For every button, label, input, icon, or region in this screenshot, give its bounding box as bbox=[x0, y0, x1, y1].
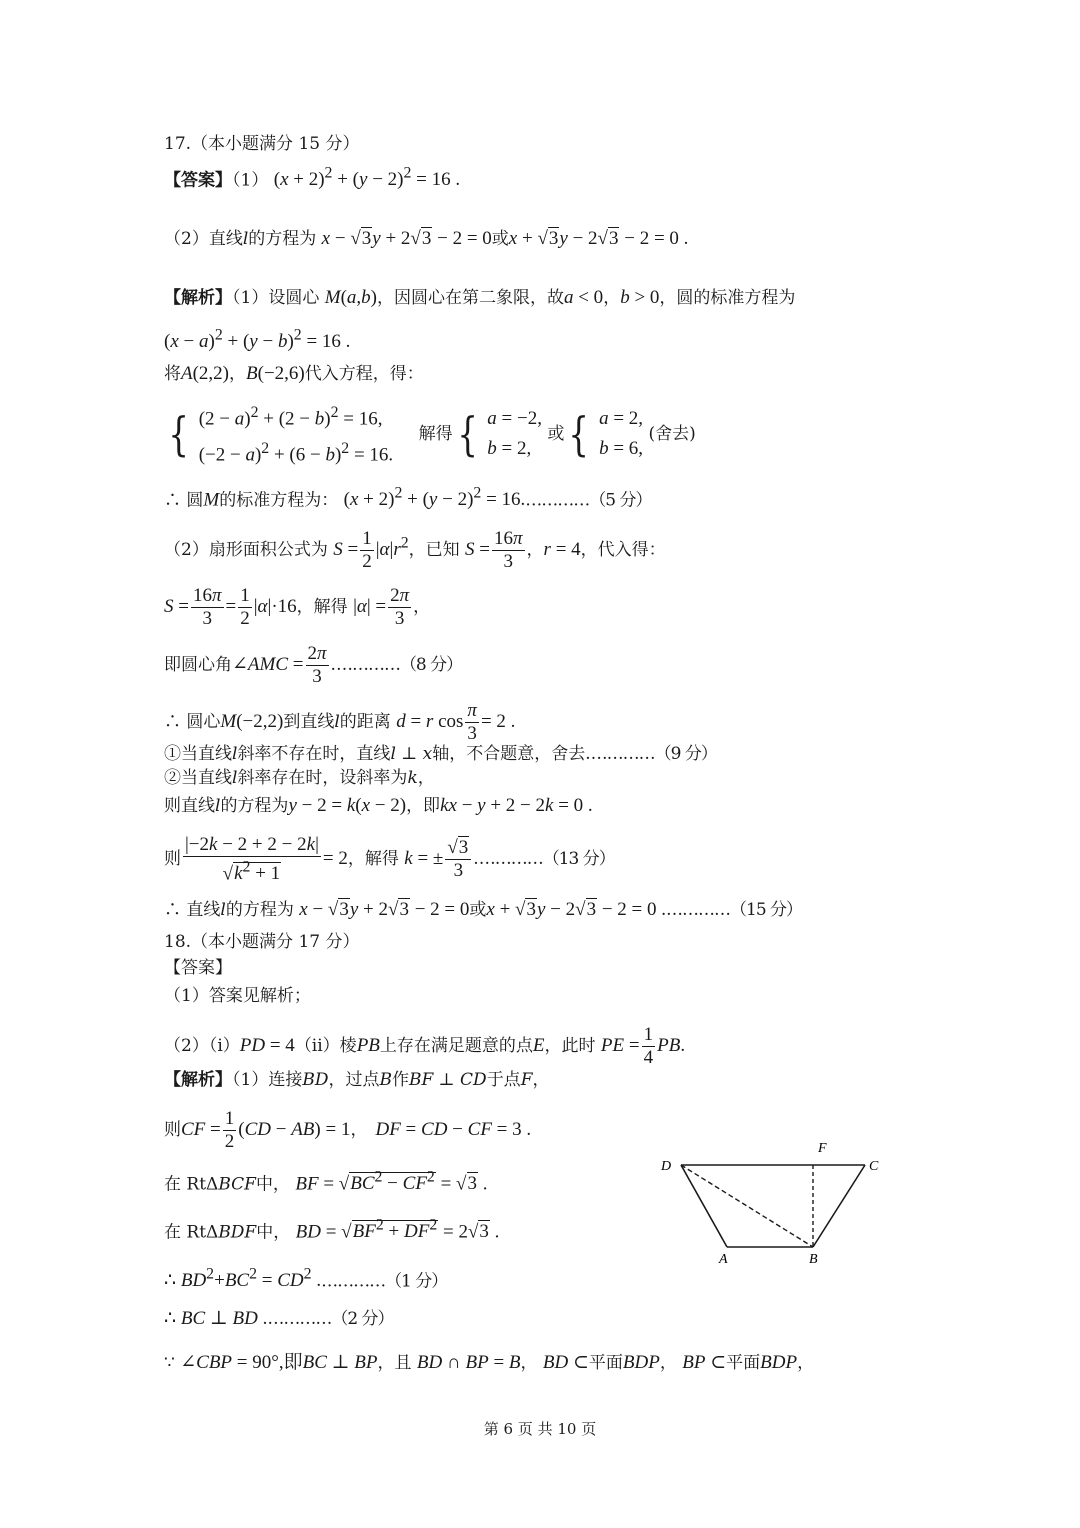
q17-sector-formula: （2）扇形面积公式为 S = $\frac{1}{2}$ $|\alpha|r^2$，已知 S = $\frac{16\pi}{3}$ ，r = 4，代入得： bbox=[164, 528, 666, 572]
q17-central-angle: 即圆心角∠AMC = $\frac{2\pi}{3}$ .…………（8 分） bbox=[164, 643, 463, 687]
q18-answer-tag: 【答案】 bbox=[164, 958, 232, 978]
q18-header: 18.（本小题满分 17 分） bbox=[164, 932, 360, 952]
q18-answer-2: （2）（i）PD = 4（ii）棱PB上存在满足题意的点E，此时 PE = $\frac{1}{4}$ PB. bbox=[164, 1024, 686, 1068]
q18-cf-df: 则CF = $\frac{1}{2}$ (CD − AB) = 1， DF = CD − CF = 3 . bbox=[164, 1108, 532, 1152]
solution-tag: 【解析】 bbox=[164, 288, 232, 308]
q17-case2: ②当直线l斜率存在时，设斜率为k， bbox=[164, 768, 435, 788]
q17-system: { $(2 - a)^2 + (2 - b)^2 = 16$, $(-2 - a)^2 + (6 - b)^2 = 16$. 解得{ a = −2, b = 2, 或{ a = 2, b = 6, (舍去) bbox=[168, 404, 696, 466]
label-a: A bbox=[719, 1252, 728, 1267]
q18-pythag: ∴ $BD^2+BC^2 = CD^2$ .…………（1 分） bbox=[164, 1266, 448, 1292]
q18-bd: 在 RtΔBDF中， BD = $√BF^2 + DF^2 = 2√3$ . bbox=[164, 1217, 500, 1243]
q18-because: ∵ ∠CBP = 90°,即BC ⊥ BP，且 BD ∩ BP = B， BD ⊂平面BDP， BP ⊂平面BDP， bbox=[164, 1352, 815, 1373]
q18-solution-1: 【解析】（1）连接BD，过点B作BF ⊥ CD于点F， bbox=[164, 1070, 550, 1090]
answer-tag: 【答案】 bbox=[164, 170, 232, 191]
q17-case1: ①当直线l斜率不存在时，直线l ⊥ x轴，不合题意，舍去.…………（9 分） bbox=[164, 744, 717, 764]
q17-circle-result: ∴ 圆M的标准方程为： $(x + 2)^2 + (y - 2)^2$ = 16.…………（5 分） bbox=[164, 485, 652, 511]
q17-header: 17.（本小题满分 15 分） bbox=[164, 134, 360, 154]
q17-solution-1: 【解析】（1）设圆心 M(a,b)，因圆心在第二象限，故a < 0，b > 0，圆的标准方程为 bbox=[164, 287, 796, 308]
q17-final: ∴ 直线l的方程为 x − √3y + 2√3 − 2 = 0或x + √3y − 2√3 − 2 = 0 .…………（15 分） bbox=[164, 899, 803, 920]
q17-sector-solve: S = $\frac{16\pi}{3}$ = $\frac{1}{2}$ |α|·16，解得 |α| = $\frac{2\pi}{3}$ ， bbox=[164, 585, 431, 629]
q17-answer-1: 【答案】（1） $(x + 2)^2 + (y - 2)^2 = 16$ . bbox=[164, 165, 461, 191]
edge-bc bbox=[813, 1165, 865, 1247]
q17-answer-2: （2）直线l的方程为 x − √3y + 2√3 − 2 = 0或x + √3y − 2√3 − 2 = 0 . bbox=[164, 228, 689, 249]
q18-bf: 在 RtΔBCF中， BF = $√BC^2 - CF^2 = √3$ . bbox=[164, 1169, 488, 1195]
q17-substitute: 将A(2,2)，B(−2,6)代入方程，得： bbox=[164, 363, 424, 384]
q18-perp: ∴ BC ⊥ BD .…………（2 分） bbox=[164, 1308, 394, 1329]
page-footer: 第 6 页 共 10 页 bbox=[483, 1420, 597, 1438]
label-b: B bbox=[809, 1252, 818, 1267]
q17-distance: ∴ 圆心M(−2,2)到直线l的距离 d = r cos $\frac{\pi}{3}$ = 2 . bbox=[164, 700, 516, 744]
q17-circle-general: $(x - a)^2 + (y - b)^2 = 16$ . bbox=[164, 327, 351, 353]
trapezoid-figure bbox=[655, 1135, 895, 1270]
label-f: F bbox=[818, 1141, 827, 1156]
q17-distance-eq: 则 $\frac{|-2k - 2 + 2 - 2k|}{√k^2 + 1}$ = 2，解得 k = ± $\frac{√3}{3}$ .…………（13 分） bbox=[164, 834, 615, 885]
label-c: C bbox=[869, 1159, 879, 1174]
q18-answer-1: （1）答案见解析； bbox=[164, 986, 311, 1006]
q17-line-eq: 则直线l的方程为y − 2 = k(x − 2)，即kx − y + 2 − 2k = 0 . bbox=[164, 795, 593, 816]
label-d: D bbox=[661, 1159, 672, 1174]
diagonal-db bbox=[681, 1165, 813, 1247]
edge-da bbox=[681, 1165, 727, 1247]
